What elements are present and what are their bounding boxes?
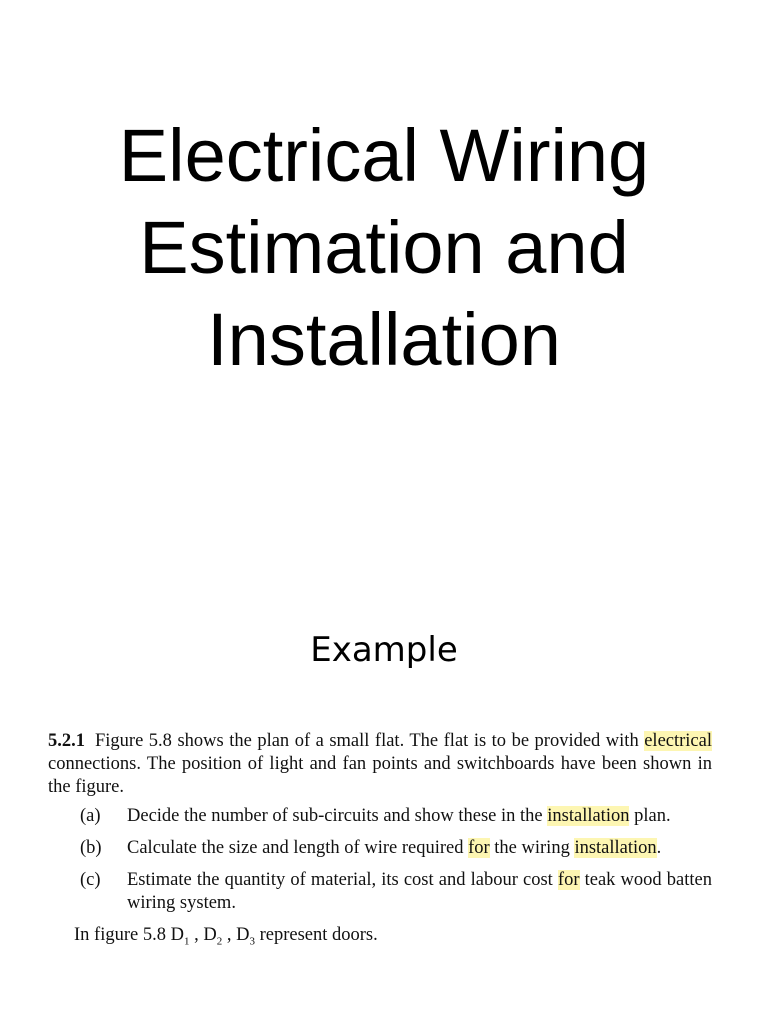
- item-label: (c): [80, 870, 101, 890]
- footer-text: In figure 5.8 D: [74, 925, 184, 945]
- item-text: [127, 805, 712, 828]
- problem-intro: [48, 730, 712, 799]
- item-text-part: the wiring: [489, 838, 575, 858]
- item-text-part: .: [656, 838, 662, 858]
- item-text-part: plan.: [629, 806, 671, 826]
- item-label: (b): [80, 838, 102, 858]
- footer-subscript: 3: [249, 935, 255, 948]
- textbook-excerpt: [48, 730, 712, 954]
- title-line-3: Installation: [207, 298, 561, 381]
- item-text-part: Calculate the size and length of wire required: [127, 838, 469, 858]
- highlight-electrical: electrical: [644, 731, 712, 751]
- highlight-installation: installation: [574, 838, 657, 858]
- footer-text: , D: [189, 925, 217, 945]
- item-text-part: teak wood batten wiring system.: [127, 870, 712, 913]
- intro-text-2: connections. The position of light and fan points and switchboards have been shown in the figure.: [48, 754, 712, 797]
- list-item-b: [48, 837, 712, 860]
- item-text-part: Decide the number of sub-circuits and show these in the: [127, 806, 548, 826]
- footer-text: represent doors.: [254, 925, 378, 945]
- highlight-for: for: [557, 870, 580, 890]
- item-text: [127, 869, 712, 915]
- list-item-c: [48, 869, 712, 915]
- highlight-for: for: [468, 838, 490, 858]
- slide-title: [0, 110, 768, 386]
- excerpt-footer: [74, 924, 712, 954]
- title-line-2: Estimation and: [139, 206, 629, 289]
- slide-subtitle: Example: [310, 630, 458, 670]
- highlight-installation: installation: [547, 806, 630, 826]
- title-line-1: Electrical Wiring: [118, 114, 650, 197]
- footer-subscript: 2: [216, 935, 223, 948]
- footer-text: , D: [222, 925, 250, 945]
- item-text-part: Estimate the quantity of material, its cost and labour cost: [127, 870, 558, 890]
- item-text: [127, 837, 712, 860]
- item-label: (a): [80, 806, 101, 826]
- list-item-a: [48, 805, 712, 828]
- footer-subscript: 1: [183, 935, 190, 948]
- intro-text-1: Figure 5.8 shows the plan of a small flat. The flat is to be provided with: [95, 731, 645, 751]
- problem-number: 5.2.1: [48, 731, 85, 751]
